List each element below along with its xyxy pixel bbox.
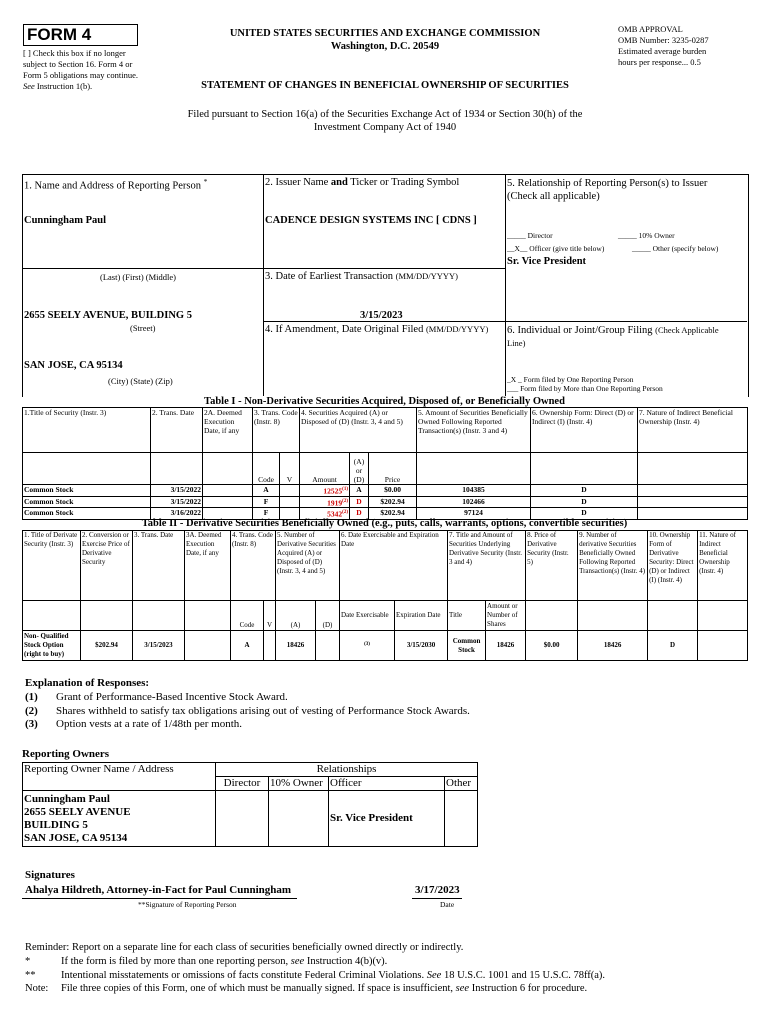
t2-h-form: 10. Ownership Form of Derivative Security: Direct (D) or Indirect (I) (Instr. 4) [648, 531, 698, 601]
t2-h-code: 4. Trans. Code (Instr. 8) [231, 531, 276, 601]
list-item: (3) Option vests at a rate of 1/48th per month. [25, 718, 243, 730]
t2-sub-title: Title [448, 601, 486, 631]
note-dstar: ** Intentional misstatements or omissions of facts constitute Federal Criminal Violations. See 18 U.S.C. 1001 and 15 U.S.C. 78ff(a). [25, 969, 606, 981]
explanation-list [25, 691, 470, 732]
t1-sub-price: Price [369, 453, 417, 485]
issuer-name: CADENCE DESIGN SYSTEMS INC [ CDNS ] [265, 215, 477, 226]
t2-sub-v: V [264, 601, 276, 631]
t2-sub-a: (A) [276, 601, 316, 631]
table1 [22, 407, 747, 520]
divider-h1 [263, 268, 506, 269]
reporting-city: SAN JOSE, CA 95134 [24, 360, 123, 371]
officer-title: Sr. Vice President [507, 256, 587, 267]
t2-h-deemed: 3A. Deemed Execution Date, if any [185, 531, 231, 601]
t2-h-underlying: 7. Title and Amount of Securities Underlying Derivative Security (Instr. 3 and 4) [448, 531, 526, 601]
signature-date: 3/17/2023 [415, 884, 460, 896]
owners-table [22, 762, 478, 847]
t2-h-date: 3. Trans. Date [133, 531, 185, 601]
t1-sub-code: Code [253, 453, 280, 485]
t2-h-number: 5. Number of Derivative Securities Acquired (A) or Disposed of (D) (Instr. 3, 4 and 5) [276, 531, 340, 601]
box1-label: 1. Name and Address of Reporting Person * [24, 177, 208, 192]
owners-col-officer: Officer [329, 777, 445, 791]
note-copies: Note: File three copies of this Form, one of which must be manually signed. If space is insufficient, see Instruction 6 for procedure. [25, 983, 588, 995]
list-item: (1) Grant of Performance-Based Incentive Stock Award. [25, 691, 288, 703]
relationship-officer: __X__ Officer (give title below) [507, 244, 605, 253]
t1-h-security: 1.Title of Security (Instr. 3) [23, 408, 151, 453]
t2-h-exercisable: 6. Date Exercisable and Expiration Date [340, 531, 448, 601]
t2-sub-d: (D) [316, 601, 340, 631]
agency-name: UNITED STATES SECURITIES AND EXCHANGE COMMISSION [229, 28, 541, 39]
form-title-box [23, 24, 138, 46]
t2-sub-expiration: Expiration Date [395, 601, 448, 631]
table2-grid [22, 530, 748, 661]
table-row: Common Stock 3/15/2022 F 1919$^{(2)}$ D $202.94 102466 D [23, 496, 748, 508]
divider-v2 [505, 174, 506, 396]
owners-col-ten-pct: 10% Owner [269, 777, 329, 791]
relationship-other: _____ Other (specify below) [632, 244, 719, 253]
table1-title: Table I - Non-Derivative Securities Acquired, Disposed of, or Beneficially Owned [204, 396, 565, 407]
filing-option-more: ___ Form filed by More than One Reporting Person [507, 384, 663, 393]
t2-h-owned: 9. Number of derivative Securities Beneficially Owned Following Reported Transaction(s) (Instr. 4) [578, 531, 648, 601]
table-row: Common Stock 3/15/2022 A 12525$^{(1)}$ A $0.00 104385 D [23, 485, 748, 497]
table1-grid [22, 407, 748, 520]
t2-h-security: 1. Title of Derivate Security (Instr. 3) [23, 531, 81, 601]
omb-approval: OMB APPROVAL OMB Number: 3235-0287 Estimated average burden hours per response... 0.5 [618, 24, 709, 67]
owners-col-name: Reporting Owner Name / Address [23, 763, 216, 791]
t2-sub-shares: Amount or Number of Shares [486, 601, 526, 631]
t2-sub-exercisable: Date Exercisable [340, 601, 395, 631]
boxes-frame [22, 174, 749, 397]
table2-title: Table II - Derivative Securities Beneficially Owned (e.g., puts, calls, warrants, options, convertible securities) [141, 518, 628, 529]
t1-h-code: 3. Trans. Code (Instr. 8) [253, 408, 300, 453]
reporting-street: 2655 SEELY AVENUE, BUILDING 5 [24, 310, 192, 321]
box6-label: 6. Individual or Joint/Group Filing (Check Applicable Line) [507, 325, 719, 348]
date-label: Date [440, 900, 455, 909]
t1-h-owned: 5. Amount of Securities Beneficially Owned Following Reported Transaction(s) (Instr. 3 and 4) [417, 408, 531, 453]
divider-h2 [263, 321, 747, 322]
signature-line [22, 898, 297, 899]
filing-option-one: _X _ Form filed by One Reporting Person [507, 375, 634, 384]
t1-h-form: 6. Ownership Form: Direct (D) or Indirect (I) (Instr. 4) [531, 408, 638, 453]
t1-h-deemed: 2A. Deemed Execution Date, if any [203, 408, 253, 453]
reporting-person-name: Cunningham Paul [24, 215, 106, 226]
relationship-ten-pct: _____ 10% Owner [618, 231, 675, 240]
box4-label: 4. If Amendment, Date Original Filed (MM/DD/YYYY) [265, 324, 489, 335]
street-label: (Street) [130, 323, 156, 333]
divider-v1 [263, 174, 264, 396]
list-item: (2) Shares withheld to satisfy tax obligations arising out of vesting of Performance Stock Awards. [25, 704, 470, 717]
footer-notes [25, 941, 745, 996]
name-parts-label: (Last) (First) (Middle) [100, 272, 177, 282]
t1-h-acquired: 4. Securities Acquired (A) or Disposed of (D) (Instr. 3, 4 and 5) [300, 408, 417, 453]
signature-label: **Signature of Reporting Person [138, 900, 237, 909]
owners-col-director: Director [216, 777, 269, 791]
t1-sub-aord: (A) or (D) [350, 453, 369, 485]
checkbox-no-longer-subject: [ ] Check this box if no longer subject to Section 16. Form 4 or Form 5 obligations may continue. See Instruction 1(b). [23, 48, 138, 91]
t2-h-nature: 11. Nature of Indirect Beneficial Ownership (Instr. 4) [698, 531, 748, 601]
t1-h-nature: 7. Nature of Indirect Beneficial Ownership (Instr. 4) [638, 408, 748, 453]
city-label: (City) (State) (Zip) [108, 376, 173, 386]
relationship-director: _____ Director [507, 231, 553, 240]
owners-col-other: Other [445, 777, 478, 791]
t1-h-date: 2. Trans. Date [151, 408, 203, 453]
table-row: Cunningham Paul 2655 SEELY AVENUE BUILDING 5 SAN JOSE, CA 95134 Sr. Vice President [23, 791, 478, 847]
t2-h-price: 8. Price of Derivative Security (Instr. 5) [526, 531, 578, 601]
owners-col-relationships: Relationships [216, 763, 478, 777]
t2-sub-code: Code [231, 601, 264, 631]
t1-sub-amount: Amount [300, 453, 350, 485]
t2-h-conversion: 2. Conversion or Exercise Price of Derivative Security [81, 531, 133, 601]
statement-title: STATEMENT OF CHANGES IN BENEFICIAL OWNERSHIP OF SECURITIES [201, 80, 569, 91]
divider-h3 [22, 268, 264, 269]
signatures-title: Signatures [25, 869, 75, 881]
table2 [22, 530, 747, 661]
note-star: * If the form is filed by more than one reporting person, see Instruction 4(b)(v). [25, 955, 388, 967]
agency-location: Washington, D.C. 20549 [330, 41, 440, 52]
table-row: Common Stock 3/16/2022 F 5342$^{(2)}$ D $202.94 97124 D [23, 508, 748, 520]
table-row: Non- Qualified Stock Option (right to buy) $202.94 3/15/2023 A 18426 $^{(3)}$ 3/15/2030 Common Stock 18426 $0.00 18426 D [23, 631, 748, 661]
earliest-transaction-date: 3/15/2023 [360, 310, 403, 321]
explanation-title: Explanation of Responses: [25, 677, 150, 689]
date-line [412, 898, 462, 899]
t1-sub-v: V [280, 453, 300, 485]
box2-label: 2. Issuer Name and Ticker or Trading Symbol [265, 177, 460, 188]
form-title: FORM 4 [27, 25, 92, 44]
box3-label: 3. Date of Earliest Transaction (MM/DD/YYYY) [265, 271, 458, 282]
filed-pursuant: Filed pursuant to Section 16(a) of the Securities Exchange Act of 1934 or Section 30(h) of the Investment Company Act of 1940 [187, 109, 583, 133]
owners-officer-title: Sr. Vice President [329, 791, 445, 847]
reminder: Reminder: Report on a separate line for each class of securities beneficially owned directly or indirectly. [25, 942, 464, 953]
signer-name: Ahalya Hildreth, Attorney-in-Fact for Paul Cunningham [25, 884, 292, 896]
box5-label: 5. Relationship of Reporting Person(s) to Issuer (Check all applicable) [507, 178, 708, 202]
owners-title: Reporting Owners [22, 748, 110, 760]
